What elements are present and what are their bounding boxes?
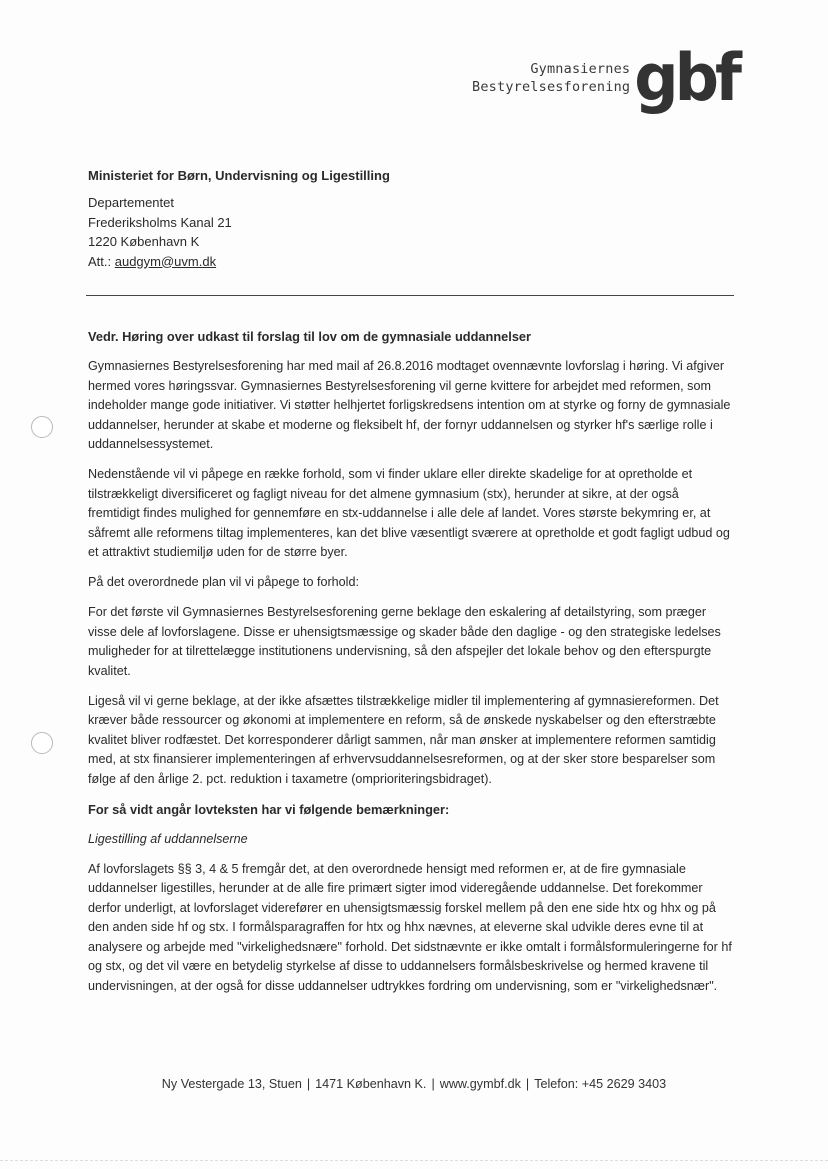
page-footer — [0, 1077, 828, 1091]
punch-hole-bottom — [31, 732, 53, 754]
letter-subject: Vedr. Høring over udkast til forslag til lov om de gymnasiale uddannelser — [88, 329, 532, 344]
recipient-street: Frederiksholms Kanal 21 — [88, 214, 232, 230]
footer-separator: | — [431, 1077, 435, 1091]
remarks-heading: For så vidt angår lovteksten har vi følgende bemærkninger: — [88, 801, 450, 817]
recipient-organization: Ministeriet for Børn, Undervisning og Ligestilling — [88, 168, 390, 183]
att-email-link[interactable]: audgym@uvm.dk — [114, 253, 217, 269]
paragraph-detail-control: For det første vil Gymnasiernes Bestyrelsesforening gerne beklage den eskalering af detailstyring, som præger visse dele af lovforslagene. Disse er uhensigtsmæssige og skader både den daglige - og den strategiske ledelses muligheder for at tilrettelægge institutionens undervisning, så den afspejler det lokale behov og den efterspurgte kvalitet. — [88, 605, 721, 678]
letter-body — [88, 327, 733, 1007]
paragraph-overall: På det overordnede plan vil vi påpege to forhold: — [88, 575, 359, 589]
logo-line-2: Bestyrelsesforening — [472, 79, 631, 95]
recipient-department: Departementet — [88, 195, 174, 210]
footer-separator: | — [525, 1077, 530, 1091]
letterhead-logo — [472, 39, 738, 116]
logo-line-1: Gymnasiernes — [530, 61, 631, 77]
footer-website-link[interactable]: www.gymbf.dk — [439, 1077, 521, 1091]
divider-rule — [86, 295, 734, 296]
paragraph-equality: Af lovforslagets §§ 3, 4 & 5 fremgår det, at den overordnede hensigt med reformen er, at de fire gymnasiale uddannelser ligestilles, herunder at de alle fire primært sigter imod videregående uddannelse. Det forekommer derfor underligt, at lovforslaget viderefører en uhensigtsmæssig forskel mellem på den ene side htx og hhx og på den anden side hf og stx. I formålsparagraffen for htx og hhx nævnes, at eleverne skal udvikle deres evne til at analysere og arbejde med "virkelighedsnære" forhold. Det sidstnævnte er ikke omtalt i formålsformuleringerne for hf og stx, og det vil være en betydelig styrkelse af disse to uddannelsers formålsbeskrivelse og hermed kravene til undervisningen, at der også for disse uddannelser udtrykkes fordring om undervisning, som er "virkelighedsnær". — [88, 861, 732, 993]
recipient-block — [88, 168, 738, 271]
recipient-city: 1220 København K — [88, 234, 200, 249]
logo-text — [472, 60, 630, 96]
logo-mark: gbf — [634, 39, 738, 116]
footer-address: Ny Vestergade 13, Stuen — [161, 1077, 302, 1091]
paragraph-intro: Gymnasiernes Bestyrelsesforening har med mail af 26.8.2016 modtaget ovennævnte lovforslag i høring. Vi afgiver hermed vores høringssvar. Gymnasiernes Bestyrelsesforening vil gerne kvittere for arbejdet med reformen, som indeholder mange gode initiativer. Vi støtter helhjertet forligskredsens intention om at styrke og forny de gymnasiale uddannelser, herunder at skabe et moderne og fleksibelt hf, der fornyr uddannelsen og styrker hf's særlige rolle i uddannelsessystemet. — [88, 359, 731, 451]
page-bottom-edge — [0, 1160, 828, 1161]
att-label: Att.: — [88, 253, 115, 269]
paragraph-concerns: Nedenstående vil vi påpege en række forhold, som vi finder uklare eller direkte skadelige for at opretholde et tilstrækkeligt diversificeret og fagligt niveau for det almene gymnasium (stx), herunder at sikre, at der også fremtidigt findes mulighed for gennemføre en stx-uddannelse i alle dele af landet. Vores største bekymring er, at såfremt alle reformens tiltag implementeres, kan det blive væsentligt sværere at opretholde et godt fagligt udbud og et attraktivt studiemiljø uden for de større byer. — [88, 467, 730, 559]
footer-postal: 1471 København K. — [315, 1077, 427, 1091]
recipient-att — [88, 252, 738, 272]
footer-phone: Telefon: +45 2629 3403 — [534, 1077, 667, 1091]
footer-separator: | — [306, 1077, 311, 1091]
paragraph-funding: Ligeså vil vi gerne beklage, at der ikke afsættes tilstrækkelige midler til implementering af gymnasiereformen. Det kræver både ressourcer og økonomi at implementere en reform, så de ønskede nyskabelser og den efterstræbte kvalitet bliver rodfæstet. Det korresponderer dårligt sammen, når man ønsker at implementere reformen samtidig med, at stx finansierer implementeringen af erhvervsuddannelsesreformen, og at der sker store besparelser som følge af den årlige 2. pct. reduktion i taxametre (omprioriteringsbidraget). — [88, 693, 719, 786]
punch-hole-top — [31, 416, 53, 438]
section-subheading: Ligestilling af uddannelserne — [88, 831, 248, 846]
